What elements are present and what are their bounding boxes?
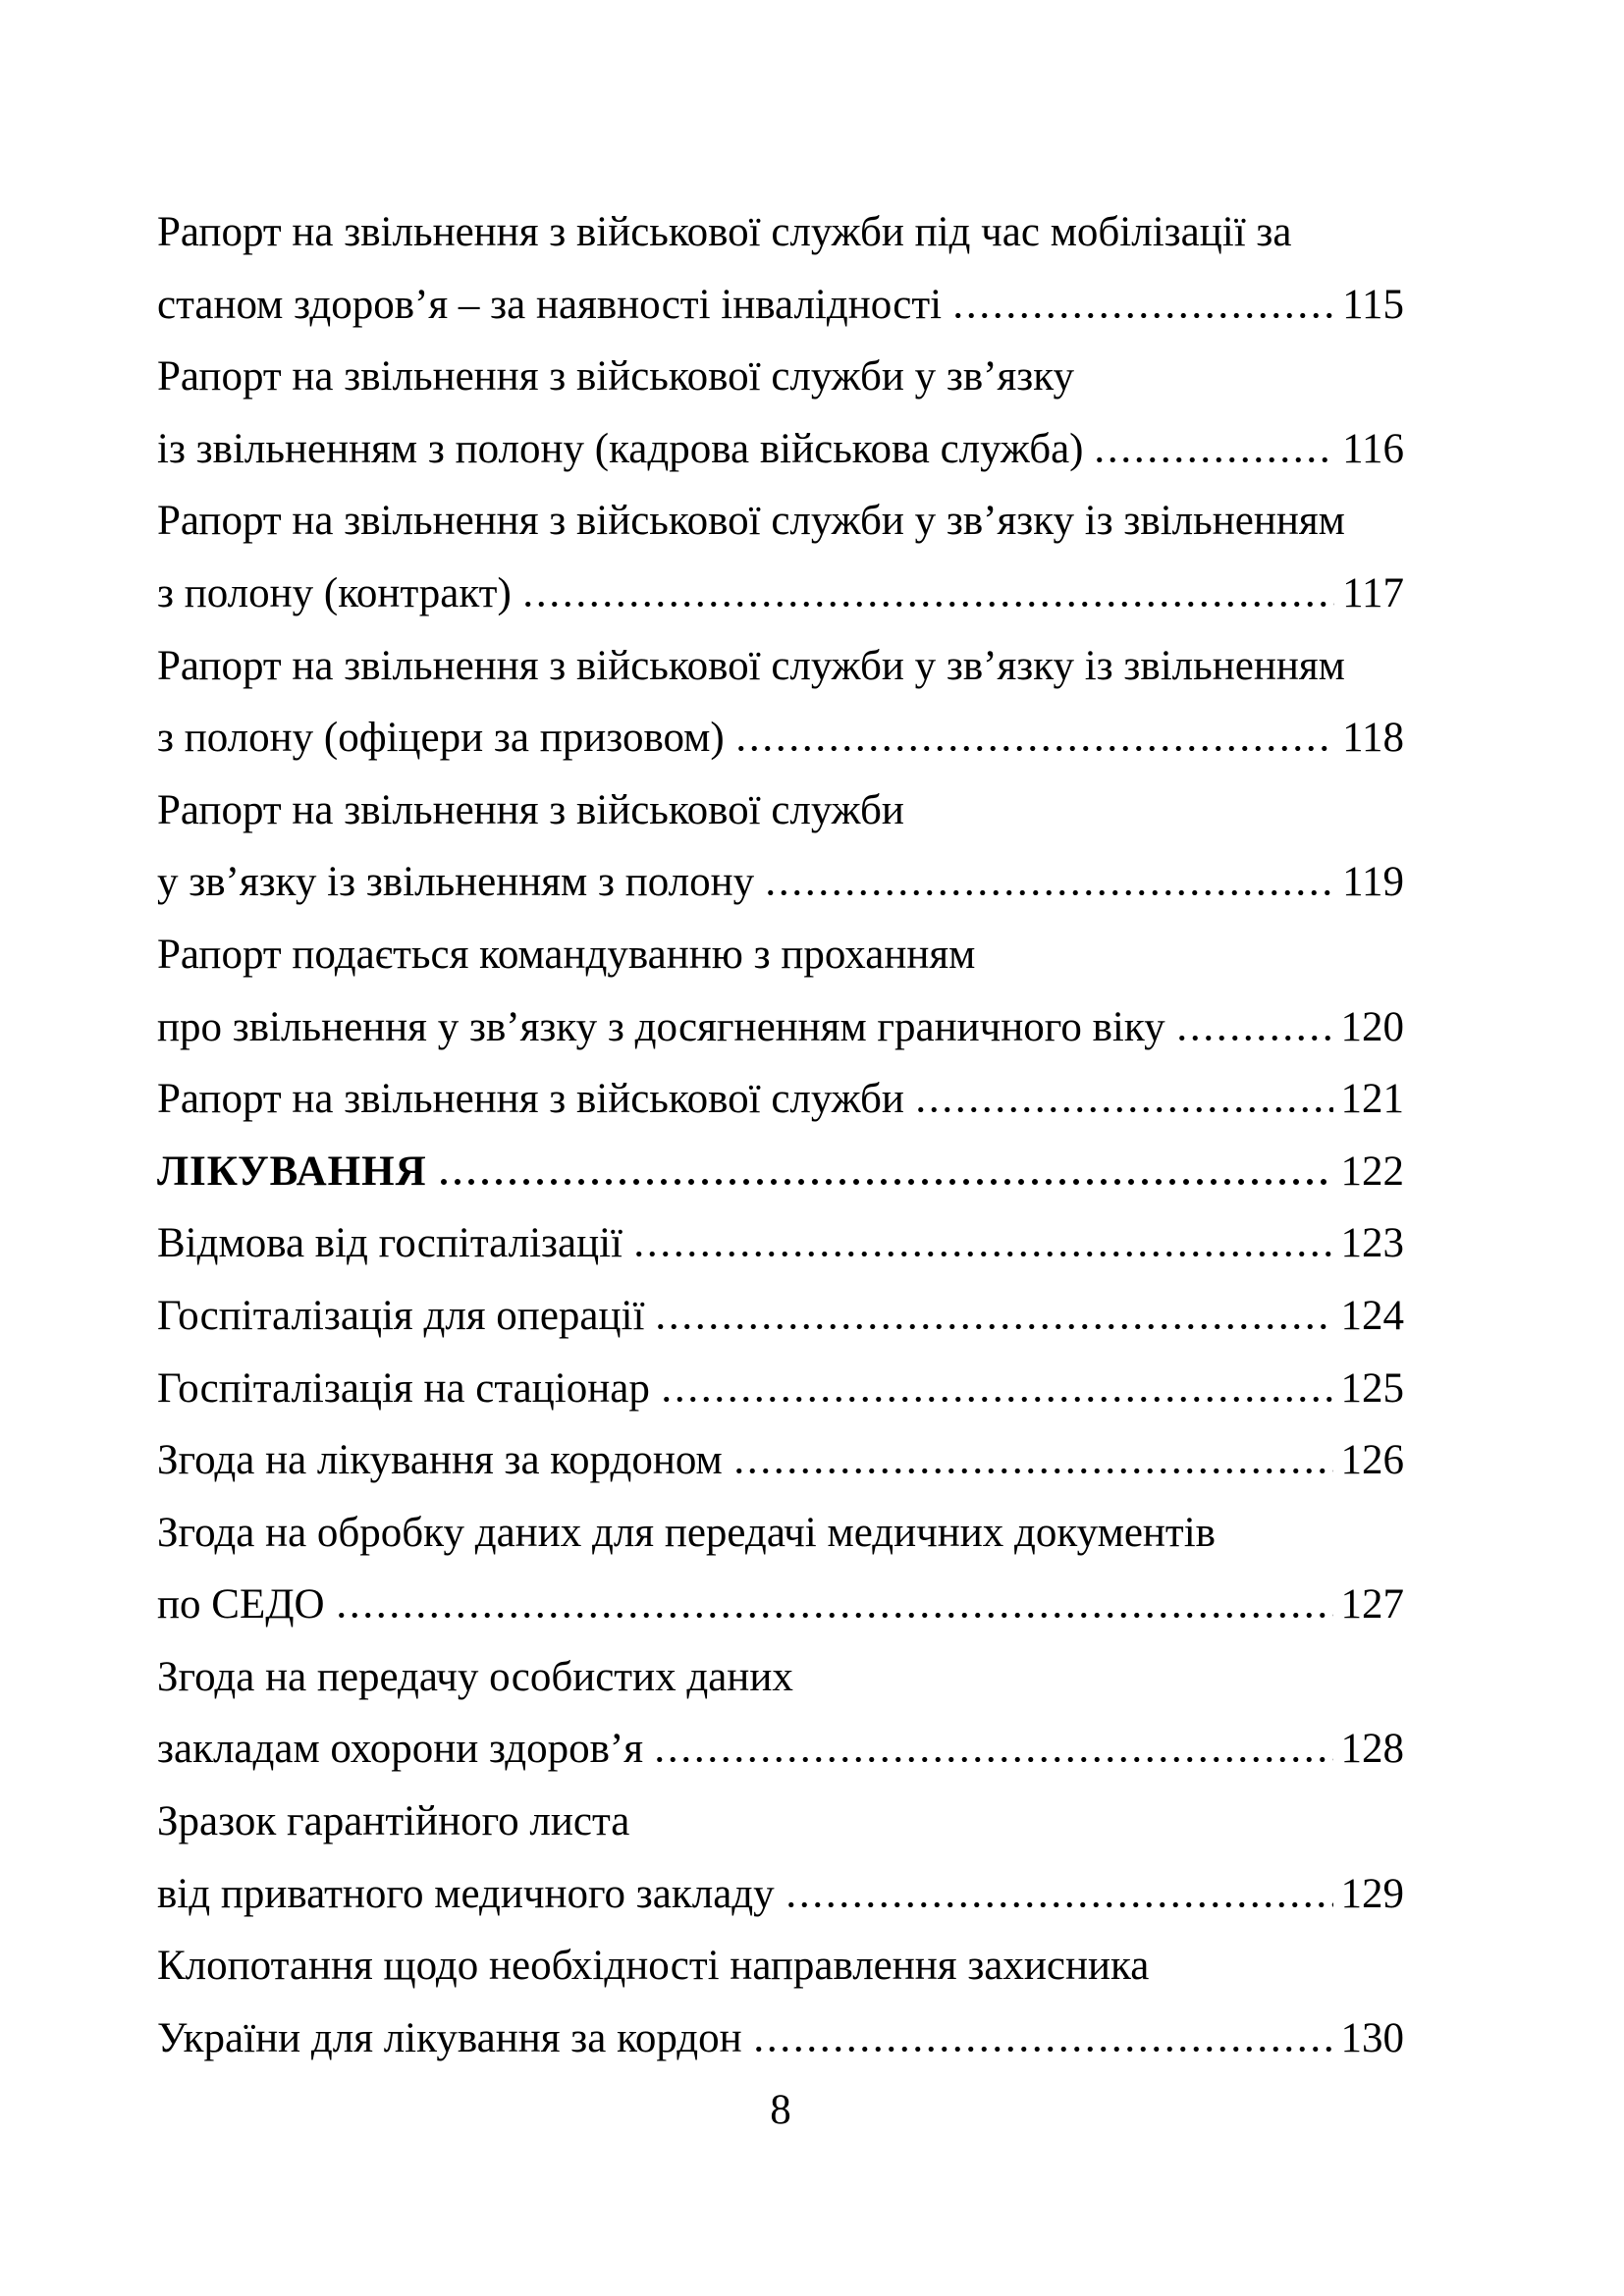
- dot-leader: [653, 1757, 1333, 1762]
- toc-entry-text: закладам охорони здоров’я: [157, 1726, 643, 1773]
- dot-leader: [335, 1613, 1333, 1618]
- dot-leader: [764, 890, 1334, 895]
- toc-page-number: 122: [1340, 1148, 1404, 1195]
- toc-entry-text: Клопотання щодо необхідності направлення захисника: [157, 1943, 1150, 1990]
- dot-leader: [732, 1468, 1333, 1473]
- toc-entry-text: Згода на лікування за кордоном: [157, 1437, 723, 1484]
- toc-line: [157, 919, 1404, 991]
- toc-line: [157, 341, 1404, 413]
- toc: [157, 196, 1404, 2074]
- toc-entry-text: Рапорт на звільнення з військової служби у зв’язку із звільненням: [157, 498, 1345, 545]
- toc-entry-text: Відмова від госпіталізації: [157, 1220, 623, 1267]
- toc-entry-text: з полону (офіцери за призовом): [157, 715, 725, 762]
- dot-leader: [654, 1324, 1332, 1329]
- toc-page-number: 126: [1340, 1437, 1404, 1484]
- toc-section-heading-line: [157, 1136, 1404, 1208]
- dot-leader: [914, 1107, 1333, 1112]
- dot-leader: [951, 313, 1334, 318]
- toc-entry-text: Рапорт на звільнення з військової служби у зв’язку із звільненням: [157, 642, 1345, 689]
- toc-entry-text: Рапорт на звільнення з військової служби: [157, 1076, 904, 1123]
- toc-line: [157, 1424, 1404, 1497]
- dot-leader: [752, 2047, 1333, 2052]
- toc-entry-text: станом здоров’я – за наявності інвалідності: [157, 281, 943, 328]
- dot-leader: [660, 1397, 1333, 1402]
- toc-line: [157, 1858, 1404, 1931]
- toc-entry-text: із звільненням з полону (кадрова військова служба): [157, 425, 1084, 472]
- dot-leader: [632, 1252, 1332, 1256]
- toc-entry-text: про звільнення у зв’язку з досягненням граничного віку: [157, 1003, 1165, 1050]
- toc-line: [157, 1641, 1404, 1714]
- toc-line: [157, 1063, 1404, 1136]
- toc-entry-text: Згода на передачу особистих даних: [157, 1653, 793, 1700]
- toc-page-number: 116: [1342, 425, 1404, 472]
- toc-line: [157, 413, 1404, 486]
- toc-entry-text: Госпіталізація для операції: [157, 1292, 645, 1339]
- toc-entry-text: Рапорт на звільнення з військової служби у зв’язку: [157, 353, 1074, 400]
- toc-entry-text: з полону (контракт): [157, 569, 512, 616]
- toc-entry-text: Зразок гарантійного листа: [157, 1798, 630, 1845]
- toc-line: [157, 774, 1404, 847]
- toc-line: [157, 1569, 1404, 1641]
- toc-page-number: 128: [1340, 1726, 1404, 1773]
- toc-page-number: 130: [1340, 2014, 1404, 2061]
- toc-page-number: 129: [1340, 1870, 1404, 1917]
- toc-page-number: 120: [1340, 1003, 1404, 1050]
- page-number-footer: 8: [770, 2087, 791, 2134]
- toc-line: [157, 269, 1404, 342]
- toc-line: [157, 485, 1404, 558]
- dot-leader: [1093, 457, 1334, 462]
- toc-entry-text: України для лікування за кордон: [157, 2014, 742, 2061]
- toc-entry-text: Рапорт на звільнення з військової служби під час мобілізації за: [157, 209, 1292, 255]
- toc-line: [157, 846, 1404, 919]
- dot-leader: [437, 1179, 1333, 1185]
- toc-entry-text: Рапорт подається командуванню з проханням: [157, 931, 976, 978]
- dot-leader: [734, 746, 1334, 751]
- toc-line: [157, 1786, 1404, 1858]
- toc-line: [157, 991, 1404, 1064]
- toc-entry-text: Рапорт на звільнення з військової служби: [157, 786, 904, 833]
- toc-line: [157, 702, 1404, 774]
- dot-leader: [1175, 1036, 1333, 1041]
- toc-line: [157, 630, 1404, 703]
- toc-entry-text: по СЕДО: [157, 1581, 325, 1629]
- toc-page-number: 127: [1340, 1581, 1404, 1629]
- toc-line: [157, 1930, 1404, 2002]
- toc-line: [157, 558, 1404, 630]
- dot-leader: [785, 1902, 1333, 1907]
- toc-entry-text: Госпіталізація на стаціонар: [157, 1364, 650, 1412]
- toc-line: [157, 1353, 1404, 1425]
- toc-entry-text: Згода на обробку даних для передачі медичних документів: [157, 1509, 1216, 1556]
- toc-line: [157, 1497, 1404, 1570]
- toc-line: [157, 1713, 1404, 1786]
- toc-page-number: 117: [1342, 569, 1404, 616]
- toc-page-number: 125: [1340, 1364, 1404, 1412]
- toc-entry-text: від приватного медичного закладу: [157, 1870, 775, 1917]
- toc-line: [157, 196, 1404, 269]
- toc-page-number: 121: [1340, 1076, 1404, 1123]
- toc-line: [157, 2002, 1404, 2075]
- toc-page-number: 119: [1342, 859, 1404, 906]
- toc-line: [157, 1280, 1404, 1353]
- toc-section-heading-text: ЛІКУВАННЯ: [157, 1148, 427, 1195]
- toc-page-number: 118: [1342, 715, 1404, 762]
- toc-page-number: 124: [1340, 1292, 1404, 1339]
- dot-leader: [521, 602, 1334, 607]
- toc-line: [157, 1207, 1404, 1280]
- toc-page-number: 123: [1340, 1220, 1404, 1267]
- toc-page-number: 115: [1342, 281, 1404, 328]
- toc-entry-text: у зв’язку із звільненням з полону: [157, 859, 755, 906]
